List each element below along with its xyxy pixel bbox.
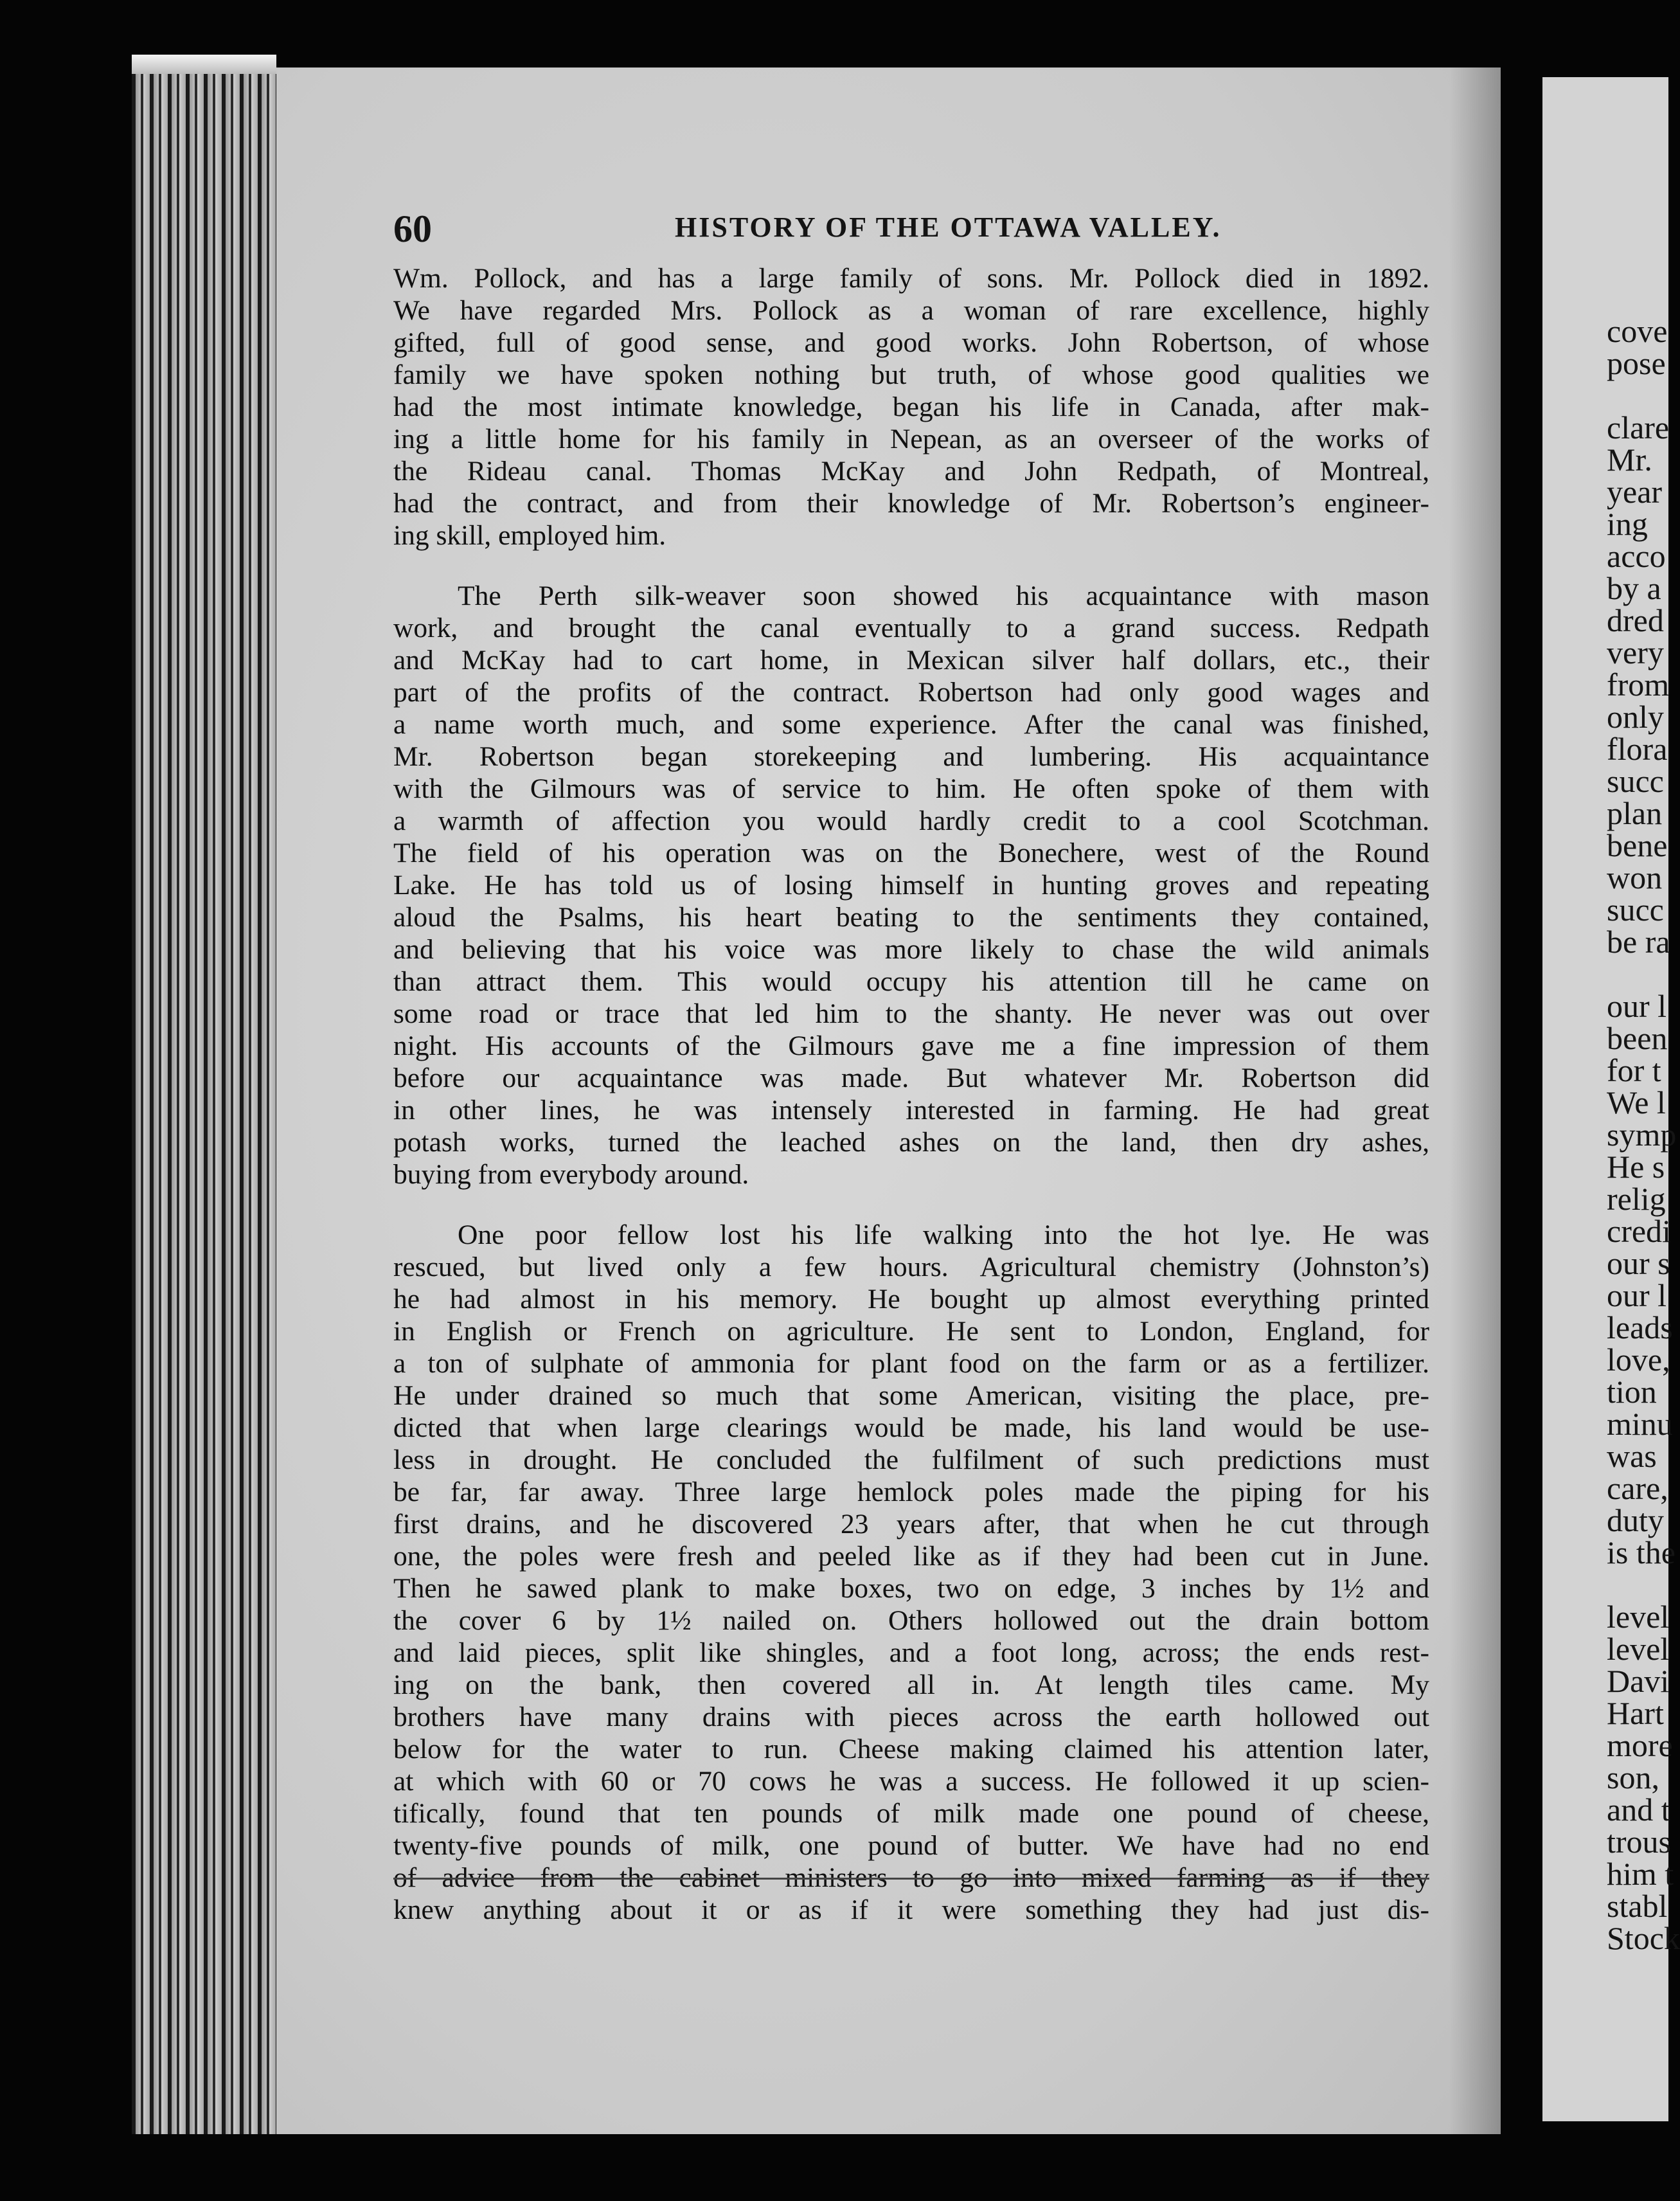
- facing-page-line: acco: [1607, 538, 1666, 574]
- page-edges: [132, 55, 276, 2134]
- facing-page-line: love,: [1607, 1342, 1670, 1378]
- text-line: below for the water to run. Cheese making claimed his attention later,: [393, 1734, 1429, 1765]
- facing-page-line: won: [1607, 859, 1663, 895]
- running-head: HISTORY OF THE OTTAWA VALLEY.: [675, 211, 1222, 243]
- facing-page-fragment: [1542, 77, 1680, 2121]
- text-line: buying from everybody around.: [393, 1159, 749, 1190]
- text-line: the cover 6 by 1½ nailed on. Others hollowed out the drain bottom: [393, 1605, 1429, 1636]
- facing-page-line: Stock: [1607, 1920, 1680, 1956]
- facing-page-line: by a: [1607, 570, 1661, 606]
- facing-page-line: care,: [1607, 1470, 1668, 1506]
- facing-page-line: level: [1607, 1599, 1670, 1635]
- text-line: had the most intimate knowledge, began his life in Canada, after mak-: [393, 391, 1429, 422]
- facing-page-line: duty: [1607, 1502, 1664, 1538]
- text-line: in other lines, he was intensely interested in farming. He had great: [393, 1095, 1429, 1126]
- text-line: Lake. He has told us of losing himself in hunting groves and repeating: [393, 870, 1429, 901]
- book-gutter-shadow: [1449, 67, 1501, 2134]
- facing-page-line: our s: [1607, 1245, 1670, 1281]
- text-line: first drains, and he discovered 23 years after, that when he cut through: [393, 1509, 1429, 1540]
- text-line: dicted that when large clearings would be made, his land would be use-: [393, 1412, 1429, 1443]
- facing-page-line: succ: [1607, 892, 1664, 928]
- facing-page-line: son,: [1607, 1759, 1659, 1795]
- text-line: with the Gilmours was of service to him. He often spoke of them with: [393, 773, 1429, 804]
- text-line: one, the poles were fresh and peeled like as if they had been cut in June.: [393, 1541, 1429, 1572]
- page-edges-top: [132, 55, 276, 74]
- text-line: ing a little home for his family in Nepean, as an overseer of the works of: [393, 424, 1429, 454]
- text-line: and laid pieces, split like shingles, and a foot long, across; the ends rest-: [393, 1637, 1429, 1668]
- text-line: a warmth of affection you would hardly credit to a cool Scotchman.: [393, 805, 1429, 836]
- facing-page-line: He s: [1607, 1149, 1665, 1185]
- paragraph-gap: [393, 552, 1429, 580]
- text-line: ing skill, employed him.: [393, 520, 666, 551]
- text-line: Wm. Pollock, and has a large family of sons. Mr. Pollock died in 1892.: [393, 263, 1429, 294]
- facing-page-line: be ra: [1607, 924, 1670, 960]
- facing-page-line: for t: [1607, 1052, 1661, 1088]
- facing-page-line: ing: [1607, 506, 1648, 542]
- facing-page-line: succ: [1607, 763, 1664, 799]
- facing-page-line: more: [1607, 1727, 1673, 1763]
- text-line: The Perth silk-weaver soon showed his acquaintance with mason: [458, 580, 1429, 611]
- facing-page-line: stabl: [1607, 1888, 1668, 1924]
- text-line: part of the profits of the contract. Robertson had only good wages and: [393, 677, 1429, 708]
- text-line: Then he sawed plank to make boxes, two on edge, 3 inches by 1½ and: [393, 1573, 1429, 1604]
- text-line: family we have spoken nothing but truth, of whose good qualities we: [393, 359, 1429, 390]
- facing-page-line: We l: [1607, 1084, 1666, 1120]
- facing-page-line: very: [1607, 634, 1664, 670]
- facing-page-line: credi: [1607, 1213, 1671, 1249]
- text-line: a ton of sulphate of ammonia for plant food on the farm or as a fertilizer.: [393, 1348, 1429, 1379]
- facing-page-line: pose: [1607, 345, 1666, 381]
- text-line: than attract them. This would occupy his attention till he came on: [393, 966, 1429, 997]
- text-line: The field of his operation was on the Bonechere, west of the Round: [393, 838, 1429, 868]
- text-line: Mr. Robertson began storekeeping and lumbering. His acquaintance: [393, 741, 1429, 772]
- text-line: the Rideau canal. Thomas McKay and John Redpath, of Montreal,: [393, 456, 1429, 487]
- page-number: 60: [393, 208, 432, 250]
- paragraph-2: [393, 580, 1429, 1190]
- facing-page-line: Mr.: [1607, 442, 1652, 478]
- facing-page-line: Davi: [1607, 1663, 1670, 1699]
- facing-page-line: trous: [1607, 1824, 1671, 1860]
- facing-page-line: leads: [1607, 1309, 1673, 1345]
- paragraph-3: [393, 1219, 1429, 1926]
- paragraph-1: [393, 262, 1429, 552]
- facing-page-line: bene: [1607, 827, 1668, 863]
- text-line-struck: of advice from the cabinet ministers to go into mixed farming as if they: [393, 1862, 1429, 1893]
- text-line: knew anything about it or as if it were something they had just dis-: [393, 1894, 1429, 1925]
- facing-page-line: Hart: [1607, 1695, 1664, 1731]
- facing-page-line: him t: [1607, 1856, 1674, 1892]
- paragraph-gap: [393, 1190, 1429, 1219]
- facing-page-line: been: [1607, 1020, 1668, 1056]
- text-line: in English or French on agriculture. He sent to London, England, for: [393, 1316, 1429, 1347]
- text-line: One poor fellow lost his life walking into the hot lye. He was: [458, 1219, 1429, 1250]
- text-line: tifically, found that ten pounds of milk made one pound of cheese,: [393, 1798, 1429, 1829]
- text-line: gifted, full of good sense, and good works. John Robertson, of whose: [393, 327, 1429, 358]
- facing-page-line: level: [1607, 1631, 1670, 1667]
- text-line: ing on the bank, then covered all in. At length tiles came. My: [393, 1669, 1429, 1700]
- text-line: had the contract, and from their knowledge of Mr. Robertson’s engineer-: [393, 488, 1429, 519]
- facing-page-line: symp: [1607, 1117, 1677, 1153]
- text-line: He under drained so much that some American, visiting the place, pre-: [393, 1380, 1429, 1411]
- facing-page-line: flora: [1607, 731, 1668, 767]
- facing-page-line: dred: [1607, 602, 1664, 638]
- text-line: he had almost in his memory. He bought up almost everything printed: [393, 1284, 1429, 1315]
- text-line: at which with 60 or 70 cows he was a success. He followed it up scien-: [393, 1766, 1429, 1797]
- facing-page-line: relig: [1607, 1181, 1666, 1217]
- facing-page-line: our l: [1607, 1277, 1667, 1313]
- facing-page-line: our l: [1607, 988, 1667, 1024]
- text-line: We have regarded Mrs. Pollock as a woman of rare excellence, highly: [393, 295, 1429, 326]
- text-line: rescued, but lived only a few hours. Agricultural chemistry (Johnston’s): [393, 1252, 1429, 1282]
- text-line: some road or trace that led him to the shanty. He never was out over: [393, 998, 1429, 1029]
- facing-page-line: cove: [1607, 313, 1668, 349]
- facing-page-line: from: [1607, 667, 1670, 703]
- text-line: less in drought. He concluded the fulfilment of such predictions must: [393, 1444, 1429, 1475]
- text-line: potash works, turned the leached ashes on the land, then dry ashes,: [393, 1127, 1429, 1158]
- text-line: aloud the Psalms, his heart beating to the sentiments they contained,: [393, 902, 1429, 933]
- facing-page-line: year: [1607, 474, 1663, 510]
- text-line: and believing that his voice was more likely to chase the wild animals: [393, 934, 1429, 965]
- facing-page-line: minu: [1607, 1406, 1673, 1442]
- text-line: and McKay had to cart home, in Mexican silver half dollars, etc., their: [393, 645, 1429, 676]
- facing-page-line: only: [1607, 699, 1664, 735]
- text-line: night. His accounts of the Gilmours gave me a fine impression of them: [393, 1030, 1429, 1061]
- text-line: twenty-five pounds of milk, one pound of butter. We have had no end: [393, 1830, 1429, 1861]
- text-line: be far, far away. Three large hemlock poles made the piping for his: [393, 1477, 1429, 1507]
- facing-page-line: plan: [1607, 795, 1663, 831]
- text-line: brothers have many drains with pieces across the earth hollowed out: [393, 1702, 1429, 1732]
- facing-page-line: tion: [1607, 1374, 1657, 1410]
- facing-page-line: and t: [1607, 1792, 1670, 1828]
- facing-page-line: is the: [1607, 1534, 1676, 1570]
- page-body: [393, 262, 1429, 1926]
- text-line: before our acquaintance was made. But whatever Mr. Robertson did: [393, 1063, 1429, 1093]
- facing-page-line: was: [1607, 1438, 1657, 1474]
- text-line: a name worth much, and some experience. After the canal was finished,: [393, 709, 1429, 740]
- facing-page-line: clare: [1607, 409, 1670, 445]
- text-line: work, and brought the canal eventually to a grand success. Redpath: [393, 613, 1429, 643]
